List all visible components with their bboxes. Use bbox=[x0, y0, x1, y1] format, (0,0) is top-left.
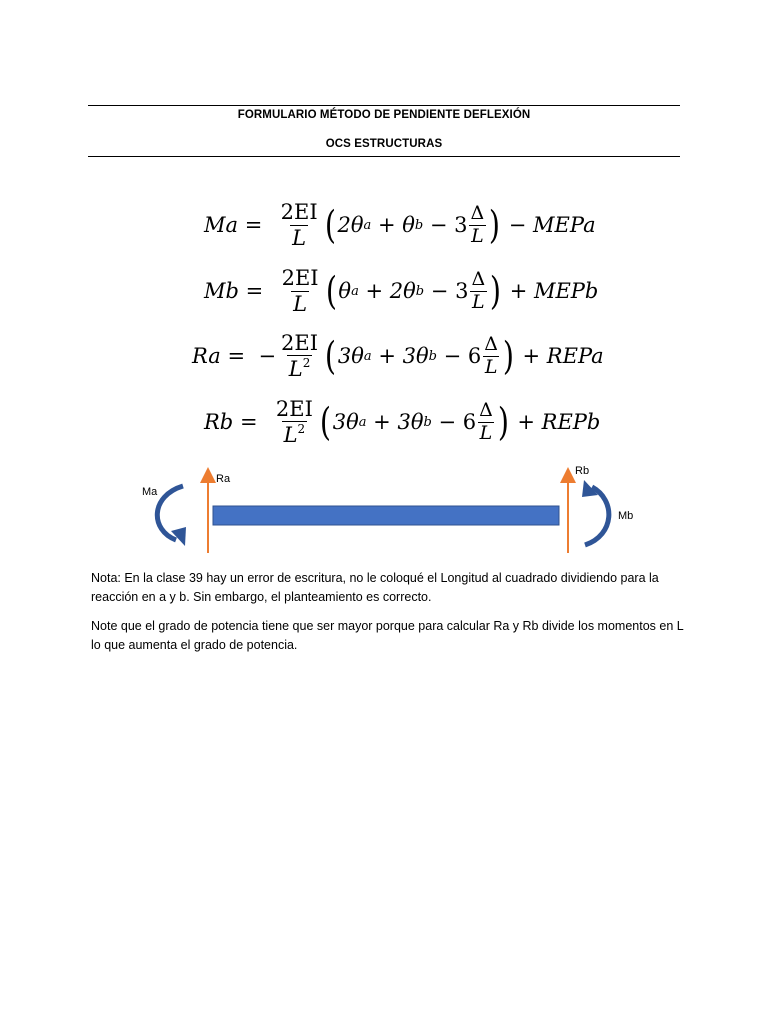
eq-delta-fraction: $\frac{\Delta}{L}$ bbox=[470, 201, 485, 247]
equation-mb: Mb = $\frac{2EI}{L}$ ( θ a + 2θ b − 3 $\frac{\Delta}{L}$ ) + MEPb bbox=[204, 266, 599, 316]
label-mb: Mb bbox=[618, 510, 634, 522]
moment-arrow-ma-icon bbox=[157, 486, 186, 546]
eq-delta-fraction: $\frac{\Delta}{L}$ bbox=[479, 398, 493, 444]
page-title: FORMULARIO MÉTODO DE PENDIENTE DEFLEXIÓN bbox=[237, 109, 531, 121]
header-bottom-rule bbox=[88, 156, 680, 157]
eq-lhs: Rb bbox=[204, 410, 234, 434]
label-ma: Ma bbox=[142, 486, 158, 498]
header-top-rule bbox=[88, 105, 680, 106]
label-ra: Ra bbox=[216, 473, 231, 485]
equation-ma: Ma = $\frac{2EI}{L}$ ( 2θ a + θ b − 3 $\frac{\Delta}{L}$ ) − MEPa bbox=[204, 200, 596, 250]
equation-rb: Rb = $\frac{2EI}{L^2}$ ( 3θ a + 3θ b − 6 $\frac{\Delta}{L}$ ) + REPb bbox=[204, 396, 601, 447]
eq-lhs: Mb bbox=[204, 279, 239, 303]
eq-fraction: $\frac{2EI}{L}$ bbox=[280, 200, 318, 250]
moment-arrow-mb-icon bbox=[582, 480, 609, 545]
eq-delta-fraction: $\frac{\Delta}{L}$ bbox=[484, 332, 499, 378]
equation-ra: Ra = − $\frac{2EI}{L^2}$ ( 3θ a + 3θ b − 6 $\frac{\Delta}{L}$ ) + REPa bbox=[192, 330, 604, 381]
label-rb: Rb bbox=[575, 465, 590, 477]
eq-delta-fraction: $\frac{\Delta}{L}$ bbox=[471, 267, 486, 313]
note-paragraph-2: Note que el grado de potencia tiene que ser mayor porque para calcular Ra y Rb divide los momentos en L lo que aumenta el grado de potencia. bbox=[91, 619, 684, 652]
eq-lhs: Ma bbox=[204, 213, 239, 237]
eq-fraction: $\frac{2EI}{L^2}$ bbox=[275, 396, 313, 447]
eq-fraction: $\frac{2EI}{L}$ bbox=[281, 266, 319, 316]
note-paragraph-1: Nota: En la clase 39 hay un error de escritura, no le coloqué el Longitud al cuadrado dividiendo para la reacción en a y b. Sin embargo, el planteamiento es correcto. bbox=[91, 571, 659, 604]
page-subtitle: OCS ESTRUCTURAS bbox=[325, 138, 443, 150]
eq-fraction: $\frac{2EI}{L^2}$ bbox=[281, 330, 319, 381]
eq-lhs: Ra bbox=[192, 344, 221, 368]
beam bbox=[213, 506, 559, 525]
